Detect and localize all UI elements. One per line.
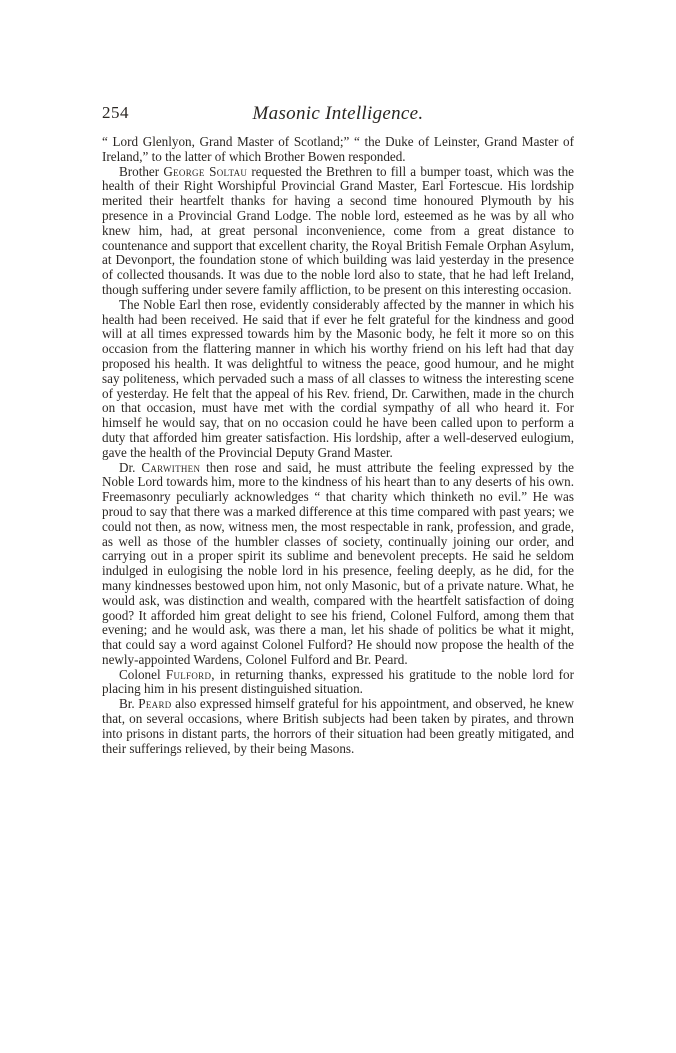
paragraph-lead: Colonel (119, 666, 166, 682)
paragraph-text: , in returning thanks, expressed his gratitude to the noble lord for placing him in his present distinguished situation. (102, 666, 574, 697)
running-title: Masonic Intelligence. (252, 103, 424, 124)
paragraph-peard (102, 697, 574, 756)
page-header (102, 103, 574, 127)
paragraph-lead: Br. (119, 696, 139, 712)
speaker-name: Fulford (165, 666, 212, 682)
paragraph-carwithen (102, 461, 574, 668)
paragraph-noble-earl (102, 298, 574, 461)
article-body (102, 135, 574, 756)
paragraph-toasts (102, 135, 574, 165)
speaker-name: Carwithen (141, 459, 201, 475)
paragraph-text: “ Lord Glenlyon, Grand Master of Scotland;” “ the Duke of Leinster, Grand Master of Ireland,” to the latter of which Brother Bowen responded. (102, 134, 574, 164)
speaker-name: Peard (138, 696, 172, 712)
page-number: 254 (102, 103, 129, 122)
paragraph-text: then rose and said, he must attribute the feeling expressed by the Noble Lord towards him, more to the kindness of his heart than to any deserts of his own. Freemasonry peculiarly acknowledges “ that charity which thinketh no evil.” He was proud to say that there was a marked difference at this time compared with past years; we could not then, as now, witness men, the most respectable in rank, profession, and grade, as well as those of the humbler classes of society, continually joining our order, and carrying out in a proper spirit its sublime and benevolent precepts. He said he seldom indulged in eulogising the noble lord in his presence, feeling deeply, as he did, for the many kindnesses bestowed upon him, not only Masonic, but of a private nature. What, he would ask, was distinction and wealth, compared with the heartfelt satisfaction of doing good? It afforded him great delight to see his friend, Colonel Fulford, among them that evening; and he would ask, was there a man, let his shade of politics be what it might, that could say a word against Colonel Fulford? He should now propose the health of the newly-appointed Wardens, Colonel Fulford and Br. Peard. (102, 459, 574, 667)
paragraph-text: The Noble Earl then rose, evidently considerably affected by the manner in which his health had been received. He said that if ever he felt grateful for the kindness and good will at all times expressed towards him by the Masonic body, he felt it more so on this occasion from the flattering manner in which his worthy friend on his left had that day proposed his health. It was delightful to witness the peace, good humour, and he might say politeness, which pervaded such a mass of all classes to witness the interesting scene of yesterday. He felt that the appeal of his Rev. friend, Dr. Carwithen, made in the church on that occasion, must have met with the cordial sympathy of all who heard it. For himself he would say, that on no occasion could he have been called upon to perform a duty that afforded him greater satisfaction. His lordship, after a well-deserved eulogium, gave the health of the Provincial Deputy Grand Master. (102, 296, 574, 460)
book-page (102, 103, 574, 756)
paragraph-text: also expressed himself grateful for his appointment, and observed, he knew that, on several occasions, where British subjects had been taken by pirates, and thrown into prisons in distant parts, the horrors of their situation had been greatly mitigated, and their sufferings relieved, by their being Masons. (102, 696, 574, 756)
paragraph-text: requested the Brethren to fill a bumper toast, which was the health of their Right Worshipful Provincial Grand Master, Earl Fortescue. His lordship merited their heartfelt thanks for having a second time honoured Plymouth by his presence in a Provincial Grand Lodge. The noble lord, esteemed as he was by all who knew him, had, at great personal inconvenience, come from a great distance to countenance and support that excellent charity, the Royal British Female Orphan Asylum, at Devonport, the foundation stone of which building was laid yesterday in the presence of collected thousands. It was due to the noble lord also to state, that he had left Ireland, though suffering under severe family affliction, to be present on this interesting occasion. (102, 163, 574, 297)
paragraph-fulford (102, 668, 574, 698)
paragraph-soltau (102, 165, 574, 298)
speaker-name: George Soltau (163, 163, 248, 179)
paragraph-lead: Dr. (119, 459, 142, 475)
paragraph-lead: Brother (119, 163, 164, 179)
